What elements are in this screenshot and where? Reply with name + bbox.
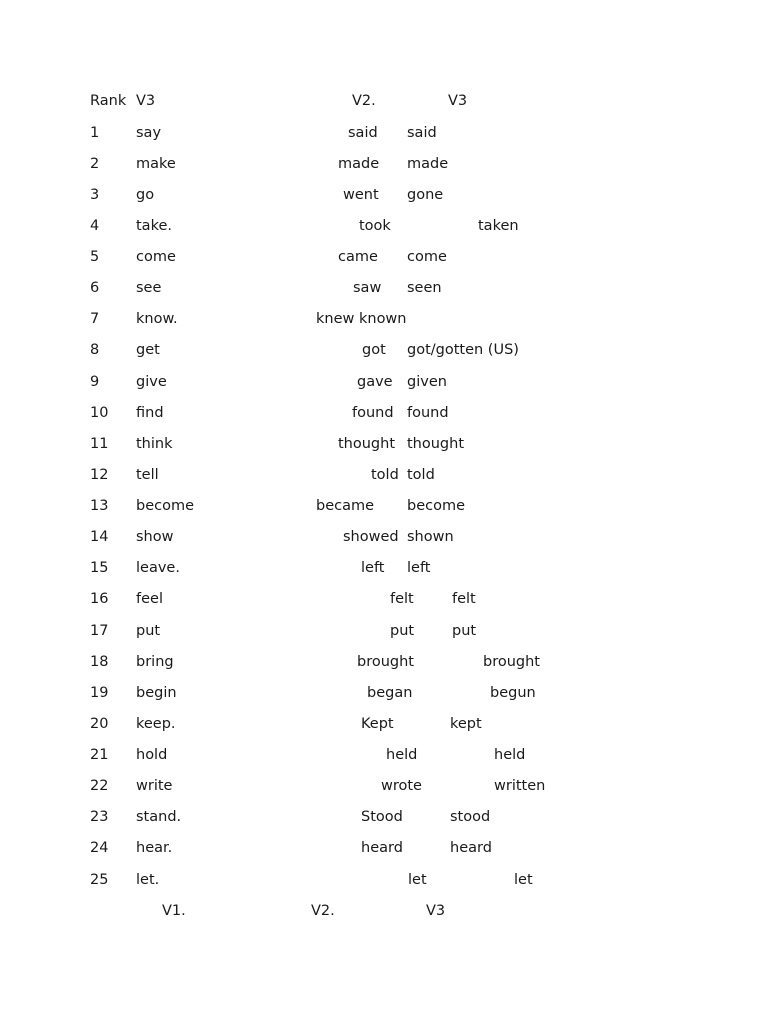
base-form: make xyxy=(136,156,176,172)
rank-number: 18 xyxy=(90,654,109,670)
rank-number: 21 xyxy=(90,747,109,763)
base-form: know. xyxy=(136,311,178,327)
table-row xyxy=(0,807,768,827)
table-row xyxy=(0,340,768,360)
rank-number: 25 xyxy=(90,872,109,888)
participle-form: got/gotten (US) xyxy=(407,342,519,358)
participle-form: begun xyxy=(490,685,536,701)
base-form: put xyxy=(136,623,161,639)
past-form: came xyxy=(338,249,378,265)
table-row xyxy=(0,216,768,236)
header-col2: V2. xyxy=(352,93,376,109)
footer-col2: V2. xyxy=(311,903,335,919)
participle-form: thought xyxy=(407,436,465,452)
header-col1: V3 xyxy=(136,93,156,109)
past-form: said xyxy=(348,125,378,141)
participle-form: shown xyxy=(407,529,454,545)
base-form: see xyxy=(136,280,162,296)
table-row xyxy=(0,496,768,516)
base-form: get xyxy=(136,342,160,358)
past-form: held xyxy=(386,747,418,763)
past-form: went xyxy=(343,187,379,203)
rank-number: 24 xyxy=(90,840,109,856)
participle-form: kept xyxy=(450,716,482,732)
rank-number: 2 xyxy=(90,156,100,172)
table-row xyxy=(0,558,768,578)
rank-number: 11 xyxy=(90,436,109,452)
participle-form: given xyxy=(407,374,447,390)
participle-form: gone xyxy=(407,187,444,203)
participle-form: written xyxy=(494,778,546,794)
table-row xyxy=(0,247,768,267)
past-form: let xyxy=(408,872,427,888)
rank-number: 1 xyxy=(90,125,100,141)
participle-form: said xyxy=(407,125,437,141)
table-row xyxy=(0,589,768,609)
participle-form: brought xyxy=(483,654,540,670)
base-form: write xyxy=(136,778,173,794)
past-form: saw xyxy=(353,280,382,296)
rank-number: 17 xyxy=(90,623,109,639)
rank-number: 16 xyxy=(90,591,109,607)
base-form: tell xyxy=(136,467,159,483)
base-form: leave. xyxy=(136,560,180,576)
participle-form: felt xyxy=(452,591,476,607)
table-row xyxy=(0,403,768,423)
footer-col1: V1. xyxy=(162,903,186,919)
table-row xyxy=(0,714,768,734)
rank-number: 9 xyxy=(90,374,100,390)
header-col3: V3 xyxy=(448,93,468,109)
base-form: show xyxy=(136,529,174,545)
participle-form: told xyxy=(407,467,435,483)
past-form: began xyxy=(367,685,413,701)
past-form: brought xyxy=(357,654,414,670)
rank-number: 5 xyxy=(90,249,100,265)
past-form: put xyxy=(390,623,415,639)
table-row xyxy=(0,776,768,796)
rank-number: 14 xyxy=(90,529,109,545)
past-form: told xyxy=(371,467,399,483)
base-form: think xyxy=(136,436,173,452)
header-rank: Rank xyxy=(90,93,127,109)
rank-number: 7 xyxy=(90,311,100,327)
past-form: got xyxy=(362,342,386,358)
past-form: Stood xyxy=(361,809,403,825)
table-row xyxy=(0,465,768,485)
table-row xyxy=(0,683,768,703)
table-row xyxy=(0,745,768,765)
participle-form: come xyxy=(407,249,447,265)
header-row xyxy=(0,91,768,111)
participle-form: held xyxy=(494,747,526,763)
table-row xyxy=(0,527,768,547)
table-row xyxy=(0,372,768,392)
base-form: find xyxy=(136,405,164,421)
participle-form: left xyxy=(407,560,431,576)
base-form: bring xyxy=(136,654,174,670)
past-form: took xyxy=(359,218,391,234)
base-form: let. xyxy=(136,872,160,888)
participle-form: heard xyxy=(450,840,492,856)
table-row xyxy=(0,309,768,329)
base-form: go xyxy=(136,187,155,203)
past-form: thought xyxy=(338,436,396,452)
participle-form: put xyxy=(452,623,477,639)
base-form: stand. xyxy=(136,809,182,825)
table-row xyxy=(0,652,768,672)
participle-form: stood xyxy=(450,809,491,825)
table-row xyxy=(0,123,768,143)
rank-number: 3 xyxy=(90,187,100,203)
rank-number: 12 xyxy=(90,467,109,483)
rank-number: 22 xyxy=(90,778,109,794)
participle-form: taken xyxy=(478,218,519,234)
participle-form: become xyxy=(407,498,466,514)
footer-row xyxy=(0,901,768,921)
footer-col3: V3 xyxy=(426,903,446,919)
table-row xyxy=(0,838,768,858)
base-form: begin xyxy=(136,685,177,701)
participle-form: found xyxy=(407,405,449,421)
rank-number: 13 xyxy=(90,498,109,514)
past-form: knew known xyxy=(316,311,407,327)
base-form: take. xyxy=(136,218,172,234)
base-form: say xyxy=(136,125,162,141)
table-row xyxy=(0,434,768,454)
base-form: keep. xyxy=(136,716,176,732)
rank-number: 23 xyxy=(90,809,109,825)
rank-number: 4 xyxy=(90,218,100,234)
table-row xyxy=(0,870,768,890)
past-form: wrote xyxy=(381,778,422,794)
table-row xyxy=(0,185,768,205)
participle-form: seen xyxy=(407,280,442,296)
base-form: become xyxy=(136,498,195,514)
participle-form: made xyxy=(407,156,449,172)
base-form: come xyxy=(136,249,176,265)
participle-form: let xyxy=(514,872,533,888)
past-form: showed xyxy=(343,529,399,545)
rank-number: 8 xyxy=(90,342,100,358)
rank-number: 15 xyxy=(90,560,109,576)
base-form: give xyxy=(136,374,167,390)
past-form: became xyxy=(316,498,375,514)
past-form: Kept xyxy=(361,716,394,732)
rank-number: 19 xyxy=(90,685,109,701)
base-form: hear. xyxy=(136,840,173,856)
base-form: feel xyxy=(136,591,163,607)
rank-number: 6 xyxy=(90,280,100,296)
past-form: left xyxy=(361,560,385,576)
past-form: made xyxy=(338,156,380,172)
rank-number: 10 xyxy=(90,405,109,421)
past-form: felt xyxy=(390,591,414,607)
past-form: gave xyxy=(357,374,393,390)
table-row xyxy=(0,278,768,298)
past-form: found xyxy=(352,405,394,421)
table-row xyxy=(0,621,768,641)
table-row xyxy=(0,154,768,174)
rank-number: 20 xyxy=(90,716,109,732)
base-form: hold xyxy=(136,747,168,763)
past-form: heard xyxy=(361,840,403,856)
